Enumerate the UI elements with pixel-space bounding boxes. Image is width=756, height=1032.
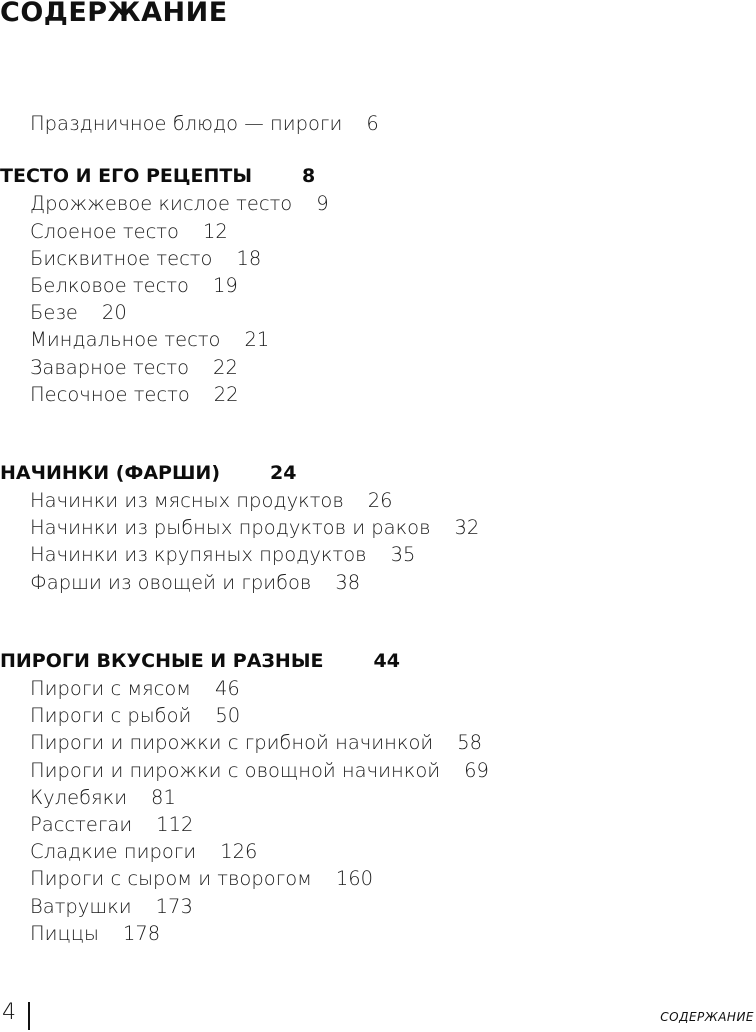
toc-entry-label: Бисквитное тесто (30, 246, 213, 270)
toc-entry-page: 22 (213, 382, 239, 406)
toc-entry-page: 50 (215, 704, 241, 728)
section-heading-label: ТЕСТО И ЕГО РЕЦЕПТЫ (0, 165, 253, 188)
toc-entry[interactable] (0, 702, 756, 729)
toc-entry[interactable] (0, 272, 756, 299)
toc-entry-page: 81 (151, 785, 176, 809)
toc-entry-label: Пироги с рыбой (30, 704, 192, 728)
toc-entry[interactable] (0, 326, 756, 353)
toc-entry-label: Сладкие пироги (30, 840, 197, 864)
toc-entry-page: 12 (202, 219, 228, 243)
toc-entry-label: Фарши из овощей и грибов (30, 570, 312, 594)
toc-entry-label: Белковое тесто (30, 273, 189, 297)
section-heading-page: 24 (270, 461, 297, 484)
section-heading-page: 8 (302, 165, 316, 188)
toc-entry-page: 69 (464, 758, 489, 782)
toc-entry-page: 38 (335, 570, 361, 594)
toc-entry-label: Расстегаи (30, 812, 133, 836)
toc-entry[interactable] (0, 811, 756, 838)
toc-entry-page: 178 (122, 921, 161, 945)
spacer (0, 596, 756, 648)
toc-entry-label: Пироги с сыром и творогом (30, 867, 312, 891)
toc-entry[interactable] (0, 675, 756, 702)
toc-entry[interactable] (0, 865, 756, 892)
toc-entry[interactable] (0, 381, 756, 408)
toc-entry[interactable] (0, 541, 756, 568)
toc-entry-label: Кулебяки (30, 785, 128, 809)
toc-entry[interactable] (0, 757, 756, 784)
toc-entry-label: Дрожжевое кислое тесто (30, 192, 293, 216)
toc-entry-label: Пироги и пирожки с грибной начинкой (30, 731, 434, 755)
toc-entry-label: Праздничное блюдо — пироги (30, 112, 343, 135)
toc-entry-page: 58 (457, 731, 483, 755)
toc-entry[interactable] (0, 784, 756, 811)
toc-entry-label: Миндальное тесто (30, 328, 221, 352)
toc-section-heading[interactable] (0, 648, 756, 675)
toc-section-heading[interactable] (0, 460, 756, 487)
toc-entry-page: 112 (156, 812, 194, 836)
toc-entry[interactable] (0, 299, 756, 326)
table-of-contents (0, 110, 756, 947)
toc-entry-label: Слоеное тесто (30, 219, 179, 243)
toc-entry-page: 21 (244, 328, 270, 352)
footer-divider (28, 1002, 30, 1030)
toc-entry-label: Начинки из мясных продуктов (30, 489, 344, 513)
toc-entry[interactable] (0, 569, 756, 596)
toc-entry-label: Начинки из рыбных продуктов и раков (30, 516, 431, 540)
toc-entry-label: Заварное тесто (30, 355, 190, 379)
section-heading-label: НАЧИНКИ (ФАРШИ) (0, 461, 221, 484)
toc-entry-page: 46 (214, 677, 240, 700)
toc-entry[interactable] (0, 245, 756, 272)
toc-entry[interactable] (0, 514, 756, 541)
toc-entry-page: 22 (213, 355, 238, 379)
toc-entry[interactable] (0, 838, 756, 865)
toc-entry[interactable] (0, 893, 756, 920)
toc-entry-label: Пиццы (30, 921, 99, 945)
toc-entry[interactable] (0, 190, 756, 217)
toc-entry-label: Ватрушки (30, 894, 132, 918)
toc-entry-label: Начинки из крупяных продуктов (30, 543, 367, 567)
toc-entry-page: 126 (220, 840, 258, 864)
toc-entry[interactable] (0, 354, 756, 381)
section-heading-page: 44 (373, 649, 400, 672)
toc-entry-page: 20 (101, 301, 127, 325)
toc-entry-page: 32 (454, 516, 480, 540)
spacer (0, 408, 756, 460)
toc-section-heading[interactable] (0, 163, 756, 190)
page-title: СОДЕРЖАНИЕ (0, 0, 228, 28)
toc-entry-label: Безе (30, 301, 78, 325)
toc-entry-label: Песочное тесто (30, 382, 190, 406)
toc-entry-page: 173 (155, 894, 193, 918)
toc-entry[interactable] (0, 218, 756, 245)
toc-entry-page: 18 (236, 246, 262, 270)
spacer (0, 137, 756, 163)
toc-entry-page: 6 (366, 112, 379, 135)
toc-entry-label: Пироги и пирожки с овощной начинкой (30, 758, 441, 782)
toc-entry-page: 35 (390, 543, 416, 567)
toc-entry[interactable] (0, 920, 756, 947)
toc-entry[interactable] (0, 729, 756, 756)
toc-entry[interactable] (0, 487, 756, 514)
toc-entry-page: 19 (212, 273, 238, 297)
footer-page-number: 4 (2, 1000, 16, 1025)
section-heading-label: ПИРОГИ ВКУСНЫЕ И РАЗНЫЕ (0, 649, 324, 672)
toc-entry-page: 160 (335, 867, 374, 891)
toc-entry-page: 26 (367, 489, 393, 513)
toc-entry-intro[interactable] (0, 110, 756, 137)
footer-running-title: СОДЕРЖАНИЕ (660, 1010, 754, 1024)
toc-entry-label: Пироги с мясом (30, 677, 191, 700)
toc-entry-page: 9 (316, 192, 329, 216)
